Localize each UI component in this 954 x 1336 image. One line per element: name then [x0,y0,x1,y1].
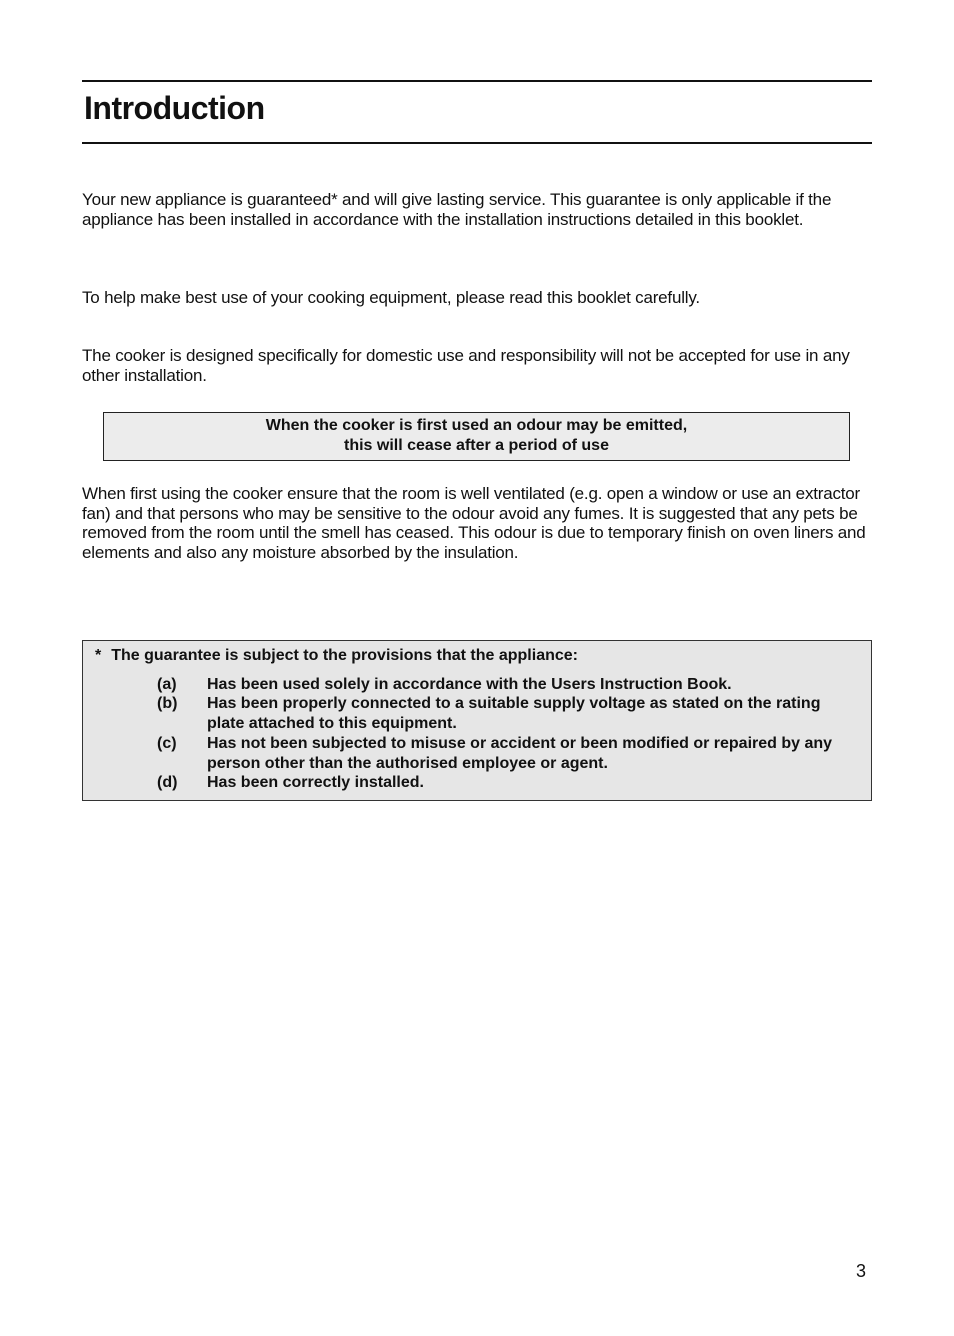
page-number: 3 [856,1261,867,1281]
intro-paragraph-domestic-use: The cooker is designed specifically for domestic use and responsibility will not be accepted for use in any other installation. [82,346,850,385]
guarantee-heading [95,646,578,666]
guarantee-asterisk: * [95,647,102,664]
guarantee-item-text: Has been correctly installed. [207,774,424,791]
intro-paragraph-guarantee: Your new appliance is guaranteed* and will give lasting service. This guarantee is only applicable if the appliance has been installed in accordance with the installation instructions detailed in this booklet. [82,190,832,229]
page-title: Introduction [84,90,265,126]
odour-notice-line-1: When the cooker is first used an odour may be emitted, [265,417,688,434]
guarantee-item-mark: (d) [157,774,178,791]
guarantee-item-text: Has not been subjected to misuse or accident or been modified or repaired by any person other than the authorised employee or agent. [207,735,833,772]
guarantee-heading-text: The guarantee is subject to the provisions that the appliance: [111,647,578,664]
odour-notice-line-2: this will cease after a period of use [344,436,609,454]
guarantee-conditions-box [82,640,872,801]
intro-paragraph-ventilation: When first using the cooker ensure that the room is well ventilated (e.g. open a window or use an extractor fan) and that persons who may be sensitive to the odour avoid any fumes. It is suggested that any pets be removed from the room until the smell has ceased. This odour is due to temporary finish on oven liners and elements and also any moisture absorbed by the insulation. [82,484,866,562]
odour-notice-box [103,412,850,461]
guarantee-item-text: Has been properly connected to a suitable supply voltage as stated on the rating plate attached to this equipment. [207,695,821,732]
guarantee-item-text: Has been used solely in accordance with the Users Instruction Book. [207,676,732,693]
guarantee-item-mark: (c) [157,735,177,752]
title-bottom-rule [82,142,872,144]
guarantee-item-mark: (a) [157,676,177,693]
guarantee-item-mark: (b) [157,695,178,712]
intro-paragraph-read-booklet: To help make best use of your cooking equipment, please read this booklet carefully. [82,288,700,307]
title-top-rule [82,80,872,82]
